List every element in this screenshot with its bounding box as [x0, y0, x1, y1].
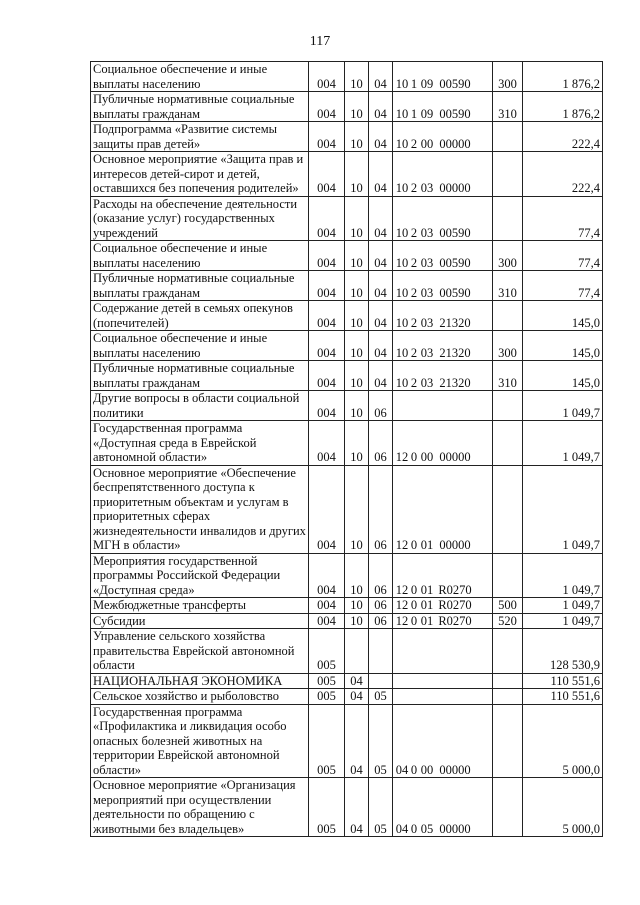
row-pr: 05	[369, 689, 393, 705]
csr-event: 03	[420, 375, 434, 390]
row-name: Социальное обеспечение и иные выплаты населению	[91, 62, 309, 92]
csr-subprogram: 0	[410, 450, 418, 464]
table-row	[91, 301, 603, 331]
row-gr: 004	[309, 301, 345, 331]
table-row	[91, 465, 603, 553]
row-pr: 06	[369, 391, 393, 421]
row-sum: 1 876,2	[523, 62, 603, 92]
row-name: Государственная программа «Доступная среда в Еврейской автономной области»	[91, 421, 309, 466]
csr-event: 01	[420, 613, 434, 628]
csr-program: 12	[395, 582, 409, 597]
csr-direction: 00590	[439, 106, 471, 121]
csr-subprogram: 0	[410, 582, 418, 597]
row-sum: 1 049,7	[523, 598, 603, 614]
row-pr: 06	[369, 421, 393, 466]
row-name: Подпрограмма «Развитие системы защиты прав детей»	[91, 122, 309, 152]
row-sum: 110 551,6	[523, 689, 603, 705]
csr-program: 04	[395, 821, 409, 836]
row-gr: 004	[309, 391, 345, 421]
row-pr: 06	[369, 613, 393, 629]
row-vr: 520	[493, 613, 523, 629]
row-rz: 10	[345, 391, 369, 421]
row-csr	[393, 241, 493, 271]
csr-event: 05	[420, 821, 434, 836]
csr-program: 12	[395, 613, 409, 628]
csr-subprogram: 2	[410, 225, 418, 240]
row-pr: 05	[369, 778, 393, 837]
row-gr: 005	[309, 704, 345, 778]
row-sum: 1 049,7	[523, 421, 603, 466]
row-vr	[493, 778, 523, 837]
row-pr: 04	[369, 331, 393, 361]
row-sum: 5 000,0	[523, 704, 603, 778]
row-sum: 1 049,7	[523, 553, 603, 598]
row-name: Публичные нормативные социальные выплаты гражданам	[91, 92, 309, 122]
row-pr	[369, 629, 393, 674]
row-csr	[393, 92, 493, 122]
row-csr	[393, 271, 493, 301]
row-rz: 10	[345, 301, 369, 331]
row-rz: 10	[345, 152, 369, 197]
csr-event: 00	[420, 136, 434, 151]
row-csr	[393, 62, 493, 92]
row-gr: 004	[309, 613, 345, 629]
row-gr: 004	[309, 553, 345, 598]
row-rz: 10	[345, 241, 369, 271]
row-csr	[393, 778, 493, 837]
csr-program: 10	[395, 285, 409, 300]
row-vr	[493, 421, 523, 466]
row-pr: 04	[369, 152, 393, 197]
row-vr	[493, 704, 523, 778]
row-sum: 1 876,2	[523, 92, 603, 122]
csr-direction: 00000	[439, 450, 471, 464]
csr-event: 09	[420, 76, 434, 91]
csr-direction: 00000	[439, 136, 471, 151]
csr-event: 01	[420, 582, 434, 597]
row-name: НАЦИОНАЛЬНАЯ ЭКОНОМИКА	[91, 673, 309, 689]
csr-subprogram: 2	[410, 315, 418, 330]
table-row	[91, 391, 603, 421]
row-name: Другие вопросы в области социальной политики	[91, 391, 309, 421]
row-rz: 10	[345, 613, 369, 629]
row-vr	[493, 689, 523, 705]
csr-subprogram: 0	[410, 538, 418, 552]
row-gr: 004	[309, 92, 345, 122]
csr-direction: 21320	[439, 315, 471, 330]
row-name: Социальное обеспечение и иные выплаты населению	[91, 331, 309, 361]
csr-subprogram: 2	[410, 375, 418, 390]
row-vr: 500	[493, 598, 523, 614]
table-row	[91, 361, 603, 391]
csr-subprogram: 0	[410, 762, 418, 777]
row-gr: 004	[309, 152, 345, 197]
csr-direction: 00000	[439, 181, 471, 195]
row-rz: 04	[345, 704, 369, 778]
csr-program: 10	[395, 181, 409, 195]
csr-direction: R0270	[438, 598, 472, 612]
row-sum: 1 049,7	[523, 613, 603, 629]
row-gr: 004	[309, 62, 345, 92]
table-row	[91, 271, 603, 301]
row-pr: 04	[369, 196, 393, 241]
row-csr	[393, 122, 493, 152]
row-name: Мероприятия государственной программы Российской Федерации «Доступная среда»	[91, 553, 309, 598]
csr-subprogram: 2	[410, 255, 418, 270]
row-sum: 145,0	[523, 361, 603, 391]
row-gr: 004	[309, 241, 345, 271]
csr-event: 03	[420, 345, 434, 360]
row-sum: 145,0	[523, 301, 603, 331]
table-row	[91, 122, 603, 152]
row-rz: 10	[345, 271, 369, 301]
table-row	[91, 778, 603, 837]
csr-event: 09	[420, 106, 434, 121]
row-vr: 310	[493, 92, 523, 122]
csr-program: 10	[395, 315, 409, 330]
row-csr	[393, 553, 493, 598]
row-name: Субсидии	[91, 613, 309, 629]
row-vr: 300	[493, 331, 523, 361]
row-gr: 004	[309, 361, 345, 391]
csr-program: 12	[395, 598, 409, 612]
row-pr: 04	[369, 241, 393, 271]
row-vr	[493, 673, 523, 689]
row-vr	[493, 301, 523, 331]
row-sum: 128 530,9	[523, 629, 603, 674]
row-name: Сельское хозяйство и рыболовство	[91, 689, 309, 705]
row-rz: 04	[345, 689, 369, 705]
csr-program: 10	[395, 76, 409, 91]
csr-direction: R0270	[438, 582, 472, 597]
csr-direction: 21320	[439, 375, 471, 390]
row-sum: 5 000,0	[523, 778, 603, 837]
table-row	[91, 241, 603, 271]
table-row	[91, 92, 603, 122]
csr-subprogram: 0	[410, 821, 418, 836]
table-row	[91, 553, 603, 598]
row-pr: 06	[369, 598, 393, 614]
row-vr: 310	[493, 361, 523, 391]
row-csr	[393, 673, 493, 689]
row-name: Основное мероприятие «Организация мероприятий при осуществлении деятельности по обращению с животными без владельцев»	[91, 778, 309, 837]
row-pr: 04	[369, 271, 393, 301]
row-gr: 005	[309, 673, 345, 689]
row-csr	[393, 613, 493, 629]
row-vr: 300	[493, 241, 523, 271]
csr-program: 10	[395, 375, 409, 390]
csr-program: 12	[395, 450, 409, 464]
csr-direction: 00590	[439, 76, 471, 91]
table-row	[91, 331, 603, 361]
row-rz: 04	[345, 778, 369, 837]
row-csr	[393, 421, 493, 466]
row-rz: 10	[345, 553, 369, 598]
csr-event: 03	[420, 285, 434, 300]
row-gr: 004	[309, 331, 345, 361]
row-gr: 004	[309, 598, 345, 614]
row-csr	[393, 465, 493, 553]
table-row	[91, 421, 603, 466]
row-rz: 10	[345, 598, 369, 614]
csr-subprogram: 2	[410, 136, 418, 151]
row-csr	[393, 689, 493, 705]
row-gr: 004	[309, 122, 345, 152]
table-row	[91, 598, 603, 614]
csr-event: 03	[420, 315, 434, 330]
row-vr	[493, 465, 523, 553]
row-vr	[493, 391, 523, 421]
csr-subprogram: 2	[410, 285, 418, 300]
csr-program: 04	[395, 762, 409, 777]
row-rz: 10	[345, 122, 369, 152]
row-name: Государственная программа «Профилактика и ликвидация особо опасных болезней животных на территории Еврейской автономной области»	[91, 704, 309, 778]
table-row	[91, 629, 603, 674]
row-pr	[369, 673, 393, 689]
row-rz: 10	[345, 92, 369, 122]
row-csr	[393, 152, 493, 197]
csr-event: 01	[420, 538, 434, 552]
csr-direction: 00590	[439, 225, 471, 240]
csr-subprogram: 1	[410, 106, 418, 121]
row-vr	[493, 122, 523, 152]
row-name: Содержание детей в семьях опекунов (попечителей)	[91, 301, 309, 331]
row-rz	[345, 629, 369, 674]
row-csr	[393, 598, 493, 614]
row-sum: 110 551,6	[523, 673, 603, 689]
row-sum: 77,4	[523, 241, 603, 271]
table-row	[91, 673, 603, 689]
csr-subprogram: 1	[410, 76, 418, 91]
csr-program: 10	[395, 255, 409, 270]
row-sum: 222,4	[523, 122, 603, 152]
row-csr	[393, 629, 493, 674]
row-name: Публичные нормативные социальные выплаты гражданам	[91, 361, 309, 391]
row-name: Основное мероприятие «Защита прав и интересов детей-сирот и детей, оставшихся без попечения родителей»	[91, 152, 309, 197]
row-sum: 1 049,7	[523, 391, 603, 421]
csr-direction: R0270	[438, 613, 472, 628]
row-pr: 04	[369, 92, 393, 122]
row-csr	[393, 331, 493, 361]
row-name: Управление сельского хозяйства правительства Еврейской автономной области	[91, 629, 309, 674]
row-name: Расходы на обеспечение деятельности (оказание услуг) государственных учреждений	[91, 196, 309, 241]
row-rz: 10	[345, 421, 369, 466]
csr-program: 10	[395, 136, 409, 151]
row-gr: 005	[309, 689, 345, 705]
row-gr: 004	[309, 271, 345, 301]
csr-event: 00	[420, 450, 434, 464]
csr-direction: 21320	[439, 345, 471, 360]
row-vr	[493, 152, 523, 197]
row-sum: 1 049,7	[523, 465, 603, 553]
csr-program: 10	[395, 345, 409, 360]
csr-event: 01	[420, 598, 434, 612]
csr-subprogram: 0	[410, 613, 418, 628]
table-row	[91, 689, 603, 705]
csr-direction: 00590	[439, 285, 471, 300]
csr-event: 03	[420, 255, 434, 270]
csr-event: 03	[420, 225, 434, 240]
table-body	[91, 62, 603, 837]
row-gr: 004	[309, 465, 345, 553]
row-pr: 04	[369, 122, 393, 152]
csr-event: 03	[420, 181, 434, 195]
budget-table	[90, 61, 603, 837]
row-name: Публичные нормативные социальные выплаты гражданам	[91, 271, 309, 301]
csr-program: 10	[395, 106, 409, 121]
csr-direction: 00000	[439, 762, 471, 777]
row-pr: 04	[369, 361, 393, 391]
row-csr	[393, 704, 493, 778]
row-gr: 004	[309, 196, 345, 241]
csr-direction: 00000	[439, 821, 471, 836]
csr-subprogram: 2	[410, 345, 418, 360]
row-gr: 005	[309, 778, 345, 837]
csr-subprogram: 0	[410, 598, 418, 612]
row-name: Социальное обеспечение и иные выплаты населению	[91, 241, 309, 271]
row-rz: 10	[345, 62, 369, 92]
row-csr	[393, 301, 493, 331]
row-sum: 77,4	[523, 271, 603, 301]
table-row	[91, 62, 603, 92]
row-csr	[393, 196, 493, 241]
row-sum: 145,0	[523, 331, 603, 361]
row-vr	[493, 553, 523, 598]
csr-subprogram: 2	[410, 181, 418, 195]
row-vr: 310	[493, 271, 523, 301]
row-vr: 300	[493, 62, 523, 92]
csr-direction: 00000	[439, 538, 471, 552]
row-csr	[393, 391, 493, 421]
table-row	[91, 152, 603, 197]
csr-event: 00	[420, 762, 434, 777]
row-vr	[493, 196, 523, 241]
table-row	[91, 196, 603, 241]
row-pr: 06	[369, 465, 393, 553]
row-gr: 004	[309, 421, 345, 466]
table-row	[91, 704, 603, 778]
csr-direction: 00590	[439, 255, 471, 270]
row-pr: 04	[369, 301, 393, 331]
row-rz: 10	[345, 361, 369, 391]
row-rz: 10	[345, 331, 369, 361]
table-row	[91, 613, 603, 629]
row-name: Основное мероприятие «Обеспечение беспрепятственного доступа к приоритетным объектам и услугам в приоритетных сферах жизнедеятельности инвалидов и других МГН в области»	[91, 465, 309, 553]
row-sum: 77,4	[523, 196, 603, 241]
row-pr: 06	[369, 553, 393, 598]
csr-program: 10	[395, 225, 409, 240]
csr-program: 12	[395, 538, 409, 552]
row-pr: 04	[369, 62, 393, 92]
row-sum: 222,4	[523, 152, 603, 197]
row-csr	[393, 361, 493, 391]
row-name: Межбюджетные трансферты	[91, 598, 309, 614]
row-vr	[493, 629, 523, 674]
page-number: 117	[309, 34, 331, 49]
row-gr: 005	[309, 629, 345, 674]
row-rz: 10	[345, 465, 369, 553]
row-rz: 04	[345, 673, 369, 689]
row-rz: 10	[345, 196, 369, 241]
row-pr: 05	[369, 704, 393, 778]
